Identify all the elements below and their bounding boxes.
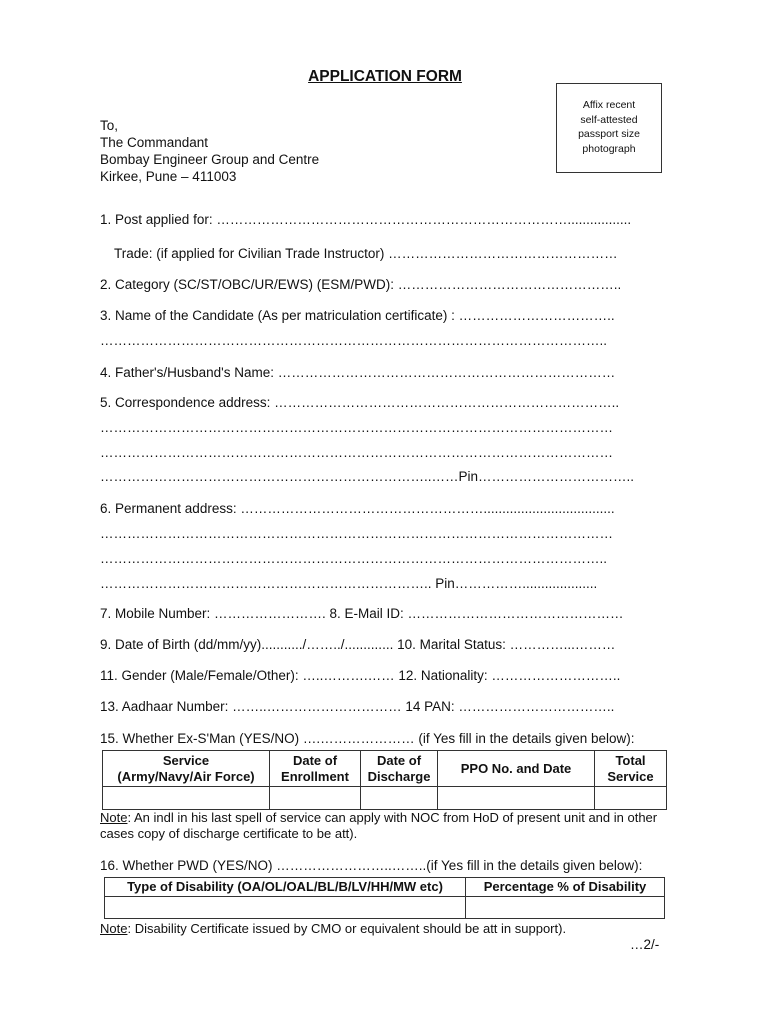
field-candidate-name: 3. Name of the Candidate (As per matriculation certificate) : …………………………….. bbox=[100, 308, 615, 323]
table-row bbox=[105, 897, 665, 919]
address-line: The Commandant bbox=[100, 135, 209, 150]
discharge-header bbox=[361, 751, 438, 787]
disability-percentage-header: Percentage % of Disability bbox=[466, 878, 665, 897]
header-line: Service bbox=[607, 768, 654, 784]
photo-box bbox=[556, 83, 662, 173]
header-line: Date of bbox=[376, 753, 422, 768]
address-line: Kirkee, Pune – 411003 bbox=[100, 169, 237, 184]
disability-table bbox=[104, 877, 665, 919]
note-label: Note bbox=[100, 810, 128, 825]
address-line: Bombay Engineer Group and Centre bbox=[100, 152, 320, 167]
next-page-marker: …2/- bbox=[630, 937, 660, 952]
header-line: Date of bbox=[292, 753, 338, 768]
photo-line: passport size bbox=[578, 128, 640, 140]
field-correspondence-pin: ………………………………………………………………..……Pin…………………………….. bbox=[100, 469, 635, 484]
field-permanent-cont: ………………………………………………………………………………………………….. bbox=[100, 551, 608, 566]
photo-line: Affix recent bbox=[582, 99, 636, 111]
field-permanent-pin: ……………………………………………………………….. Pin…………….................... bbox=[100, 576, 598, 591]
field-aadhaar-pan: 13. Aadhaar Number: ……..………………………… 14 PAN: …………………………….. bbox=[100, 699, 615, 714]
enrollment-header bbox=[270, 751, 361, 787]
field-ex-serviceman: 15. Whether Ex-S'Man (YES/NO) ….………………… (if Yes fill in the details given below): bbox=[100, 731, 635, 746]
address-line: To, bbox=[100, 118, 119, 133]
photo-line: photograph bbox=[582, 142, 636, 155]
header-line: Enrollment bbox=[281, 768, 349, 784]
ppo-header bbox=[438, 751, 595, 787]
note-disability bbox=[100, 921, 680, 937]
header-line: (Army/Navy/Air Force) bbox=[117, 768, 255, 784]
ppo-cell[interactable] bbox=[438, 787, 595, 810]
note-label: Note bbox=[100, 921, 128, 936]
table-row bbox=[103, 787, 667, 810]
disability-percentage-cell[interactable] bbox=[466, 897, 665, 919]
enrollment-cell[interactable] bbox=[270, 787, 361, 810]
service-header bbox=[103, 751, 270, 787]
form-title: APPLICATION FORM bbox=[308, 68, 462, 85]
field-permanent-address: 6. Permanent address: ………………………………………………................................... bbox=[100, 501, 615, 516]
field-gender-nationality: 11. Gender (Male/Female/Other): …..……….…… 12. Nationality: ……………………….. bbox=[100, 668, 621, 683]
header-line: Service bbox=[162, 753, 210, 768]
service-cell[interactable] bbox=[103, 787, 270, 810]
header-line: Discharge bbox=[367, 768, 431, 784]
total-service-header bbox=[595, 751, 667, 787]
field-dob-marital: 9. Date of Birth (dd/mm/yy).........../……../............. 10. Marital Status: …………...……… bbox=[100, 637, 616, 652]
field-correspondence-cont: …………………………………………………………………………………………………… bbox=[100, 445, 613, 460]
field-correspondence-address: 5. Correspondence address: ………………………………………………………………….. bbox=[100, 395, 620, 410]
field-category: 2. Category (SC/ST/OBC/UR/EWS) (ESM/PWD): ………………………………………….. bbox=[100, 277, 622, 292]
header-line: Total bbox=[615, 753, 646, 768]
photo-instructions bbox=[557, 98, 661, 156]
disability-type-cell[interactable] bbox=[105, 897, 466, 919]
recipient-address bbox=[100, 117, 319, 185]
note-ex-serviceman bbox=[100, 810, 680, 842]
field-post-applied: 1. Post applied for: ……………………………………………………………………................. bbox=[100, 212, 632, 227]
field-candidate-name-cont: ………………………………………………………………………………………………….. bbox=[100, 333, 608, 348]
discharge-cell[interactable] bbox=[361, 787, 438, 810]
field-mobile-email: 7. Mobile Number: ……………………. 8. E-Mail ID: ………………………………………… bbox=[100, 606, 624, 621]
field-correspondence-cont: …………………………………………………………………………………………………… bbox=[100, 420, 613, 435]
disability-type-header: Type of Disability (OA/OL/OAL/BL/B/LV/HH/MW etc) bbox=[105, 878, 466, 897]
field-permanent-cont: …………………………………………………………………………………………………… bbox=[100, 526, 613, 541]
note-text: : Disability Certificate issued by CMO or equivalent should be att in support). bbox=[127, 921, 567, 936]
header-line: PPO No. and Date bbox=[460, 760, 572, 776]
field-pwd: 16. Whether PWD (YES/NO) ……………………..……..(if Yes fill in the details given below): bbox=[100, 858, 643, 873]
field-trade: Trade: (if applied for Civilian Trade Instructor) …………………………………………… bbox=[114, 246, 618, 261]
field-father-name: 4. Father's/Husband's Name: ………………………………………………………………… bbox=[100, 365, 616, 380]
photo-line: self-attested bbox=[580, 113, 638, 126]
service-table bbox=[102, 750, 667, 810]
total-service-cell[interactable] bbox=[595, 787, 667, 810]
note-text: : An indl in his last spell of service can apply with NOC from HoD of present unit and in other cases copy of discharge certificate to be att). bbox=[100, 810, 658, 841]
